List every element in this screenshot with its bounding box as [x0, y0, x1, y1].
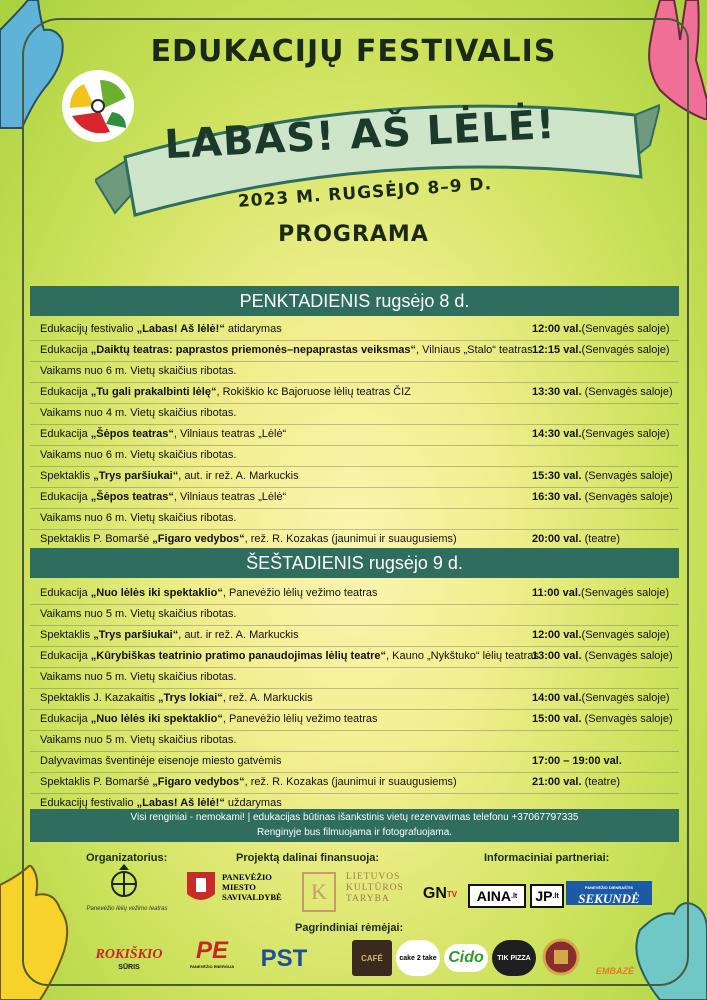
teal-hand-right — [630, 900, 707, 1000]
event-place: (Senvagės saloje) — [580, 587, 669, 599]
rokiskio-text: ROKIŠKIO — [95, 947, 163, 962]
aina-lt-text: .lt — [511, 892, 518, 900]
event-description — [40, 533, 457, 545]
friday-title-bold: PENKTADIENIS — [239, 290, 371, 311]
cafe-logo — [352, 940, 392, 976]
programa-heading: PROGRAMA — [278, 222, 429, 247]
event-description — [40, 692, 313, 704]
event-place: (teatre) — [581, 776, 621, 788]
event-place: (Senvagės saloje) — [581, 470, 673, 482]
cafe-text: CAFÉ — [361, 953, 383, 963]
event-description — [40, 587, 378, 599]
event-time-value: 12:00 val. — [532, 323, 582, 335]
main-sponsors-label: Pagrindiniai rėmėjai: — [295, 922, 404, 934]
friday-title-rest: rugsėjo 8 d. — [375, 290, 470, 311]
event-title: „Kūrybiškas teatrinio pratimo panaudojimas lėlių teatre“ — [90, 650, 387, 662]
cake2take-logo — [396, 940, 440, 976]
event-time — [532, 755, 622, 767]
event-text: Vaikams nuo 5 m. Vietų skaičius ribotas. — [40, 608, 237, 620]
event-time — [532, 629, 670, 641]
pst-logo — [252, 944, 316, 974]
friday-header — [30, 286, 679, 316]
cake-text: cake 2 take — [399, 954, 437, 962]
event-title: „Figaro vedybos“ — [152, 533, 245, 545]
banner-title: LABAS! AŠ LĖLĖ! — [163, 101, 557, 169]
event-text: Edukacija — [40, 344, 91, 356]
event-details: , Panevėžio lėlių vežimo teatras — [222, 713, 378, 725]
event-details: , Panevėžio lėlių vežimo teatras — [222, 587, 378, 599]
event-description — [40, 629, 299, 641]
aina-logo — [468, 884, 526, 908]
event-text: Vaikams nuo 5 m. Vietų skaičius ribotas. — [40, 734, 237, 746]
event-text: Edukacijų festivalio — [40, 323, 137, 335]
schedule-row — [30, 488, 679, 509]
schedule-row — [30, 341, 679, 362]
round-emblem-icon — [542, 938, 580, 976]
event-place: (Senvagės saloje) — [581, 323, 670, 335]
schedule-row — [30, 404, 679, 425]
event-text: Spektaklis P. Bomaršė — [40, 533, 153, 545]
wagon-wheel-icon — [107, 864, 141, 898]
event-details: , aut. ir rež. A. Markuckis — [178, 629, 299, 641]
event-text: Edukacija — [40, 491, 91, 503]
pst-text: PST — [260, 945, 308, 972]
event-text: Edukacijų festivalio — [40, 797, 137, 809]
jp-logo — [530, 884, 564, 908]
schedule-row — [30, 689, 679, 710]
event-text: Spektaklis — [40, 470, 94, 482]
rokiskio-logo — [86, 944, 172, 978]
schedule-row — [30, 509, 679, 530]
event-place: (Senvagės saloje) — [581, 491, 673, 503]
event-time-value: 13:00 val. — [532, 650, 582, 662]
event-time-value: 14:30 val. — [532, 428, 582, 440]
event-time-value: 15:30 val. — [532, 470, 582, 482]
schedule-row — [30, 383, 679, 404]
schedule-row — [30, 362, 679, 383]
event-time — [532, 713, 673, 725]
event-description — [40, 428, 286, 440]
culture-council-name: LIETUVOS KULTŪROS TARYBA — [346, 872, 404, 904]
event-time-value: 17:00 – 19:00 val. — [532, 755, 622, 767]
event-time — [532, 533, 620, 545]
event-time — [532, 323, 670, 335]
event-place: (Senvagės saloje) — [581, 629, 670, 641]
cido-logo — [444, 944, 488, 972]
saturday-header — [30, 548, 679, 578]
friday-schedule — [30, 320, 679, 551]
event-time-value: 14:00 val. — [532, 692, 582, 704]
event-details: , Rokiškio kc Bajoruose lėlių teatras ČIZ — [216, 386, 411, 398]
event-description — [40, 734, 236, 746]
event-time-value: 21:00 val. — [532, 776, 582, 788]
event-time — [532, 692, 670, 704]
event-title: „Tu gali prakalbinti lėlę“ — [90, 386, 217, 398]
event-text: Vaikams nuo 6 m. Vietų skaičius ribotas. — [40, 512, 237, 524]
pe-logo — [182, 937, 242, 976]
event-time-value: 20:00 val. — [532, 533, 582, 545]
event-place: (Senvagės saloje) — [581, 650, 673, 662]
gn-logo — [420, 884, 460, 904]
event-time-value: 13:30 val. — [532, 386, 582, 398]
event-text: Edukacija — [40, 386, 91, 398]
sekunde-tag: PANEVĖŽIO DIENRAŠTIS — [584, 885, 634, 890]
event-title: „Labas! Aš lėlė!“ — [136, 323, 225, 335]
schedule-row — [30, 626, 679, 647]
event-description — [40, 449, 236, 461]
event-description — [40, 755, 282, 767]
event-text: Spektaklis J. Kazakaitis — [40, 692, 158, 704]
event-text: Vaikams nuo 4 m. Vietų skaičius ribotas. — [40, 407, 237, 419]
event-description — [40, 386, 411, 398]
info-label: Informaciniai partneriai: — [484, 852, 610, 864]
organizer-caption: Panevėžio lėlių vežimo teatras — [86, 906, 168, 912]
schedule-row — [30, 773, 679, 794]
schedule-row — [30, 752, 679, 773]
aina-text: AINA — [476, 888, 511, 904]
city-name: PANEVĖŽIO MIESTO SAVIVALDYBĖ — [222, 872, 282, 902]
event-details: , Kauno „Nykštuko“ lėlių teatras — [386, 650, 539, 662]
event-description — [40, 671, 236, 683]
event-text: Spektaklis P. Bomaršė — [40, 776, 153, 788]
event-details: , aut. ir rež. A. Markuckis — [178, 470, 299, 482]
event-time-value: 12:00 val. — [532, 629, 582, 641]
event-details: , Vilniaus „Stalo“ teatras — [416, 344, 533, 356]
city-crest-icon — [187, 872, 215, 906]
cido-text: Cido — [448, 949, 484, 966]
event-description — [40, 776, 457, 788]
funding-label: Projektą dalinai finansuoja: — [236, 852, 380, 864]
event-title: „Nuo lėlės iki spektaklio“ — [90, 713, 223, 725]
event-title: „Nuo lėlės iki spektaklio“ — [90, 587, 223, 599]
gn-text: GN — [422, 885, 447, 902]
event-time-value: 11:00 val. — [532, 587, 581, 599]
saturday-title-rest: rugsėjo 9 d. — [368, 552, 463, 573]
footer-line-2: Renginyje bus filmuojama ir fotografuojama. — [256, 827, 453, 838]
culture-council-k: K — [302, 872, 336, 912]
event-description — [40, 512, 236, 524]
jp-lt-text: .lt — [552, 892, 559, 900]
event-place: (Senvagės saloje) — [581, 344, 670, 356]
sekunde-logo — [566, 881, 652, 905]
event-title: „Labas! Aš lėlė!“ — [136, 797, 225, 809]
organizer-label: Organizatorius: — [86, 852, 168, 864]
event-details: , rež. A. Markuckis — [222, 692, 313, 704]
embaze-logo — [590, 944, 640, 976]
event-details: , rež. R. Kozakas (jaunimui ir suaugusiems) — [244, 776, 457, 788]
event-title: „Šėpos teatras“ — [90, 491, 174, 503]
event-time — [532, 470, 673, 482]
event-text: Edukacija — [40, 713, 91, 725]
footer-line-1: Visi renginiai - nemokami! | edukacijas būtinas išankstinis vietų rezervavimas telefonu +37067797335 — [130, 812, 579, 823]
event-title: „Šėpos teatras“ — [90, 428, 174, 440]
gn-tv-text: TV — [446, 889, 458, 899]
event-description — [40, 407, 236, 419]
event-description — [40, 650, 539, 662]
event-title: „Trys paršiukai“ — [93, 470, 179, 482]
event-details: , rež. R. Kozakas (jaunimui ir suaugusiems) — [244, 533, 457, 545]
event-title: „Figaro vedybos“ — [152, 776, 245, 788]
event-details: uždarymas — [224, 797, 282, 809]
event-time-value: 12:15 val. — [532, 344, 582, 356]
event-place: (Senvagės saloje) — [581, 428, 670, 440]
event-text: Edukacija — [40, 428, 91, 440]
event-time — [532, 386, 673, 398]
event-description — [40, 608, 236, 620]
event-text: Vaikams nuo 6 m. Vietų skaičius ribotas. — [40, 365, 237, 377]
event-place: (teatre) — [581, 533, 621, 545]
pe-text: PE — [195, 937, 228, 964]
event-text: Vaikams nuo 6 m. Vietų skaičius ribotas. — [40, 449, 237, 461]
event-description — [40, 491, 286, 503]
schedule-row — [30, 425, 679, 446]
schedule-row — [30, 668, 679, 689]
schedule-row — [30, 731, 679, 752]
event-time — [532, 587, 669, 599]
event-time — [532, 344, 670, 356]
schedule-row — [30, 584, 679, 605]
schedule-row — [30, 467, 679, 488]
event-details: , Vilniaus teatras „Lėlė“ — [173, 428, 287, 440]
schedule-row — [30, 320, 679, 341]
event-title: „Daiktų teatras: paprastos priemonės–nepaprastas veiksmas“ — [90, 344, 417, 356]
schedule-row — [30, 605, 679, 626]
embaze-text: EMBAZĖ — [596, 966, 634, 976]
event-time-value: 15:00 val. — [532, 713, 582, 725]
event-details: atidarymas — [224, 323, 282, 335]
event-text: Vaikams nuo 5 m. Vietų skaičius ribotas. — [40, 671, 237, 683]
event-time — [532, 491, 673, 503]
rokiskio-sub: SŪRIS — [118, 964, 140, 971]
schedule-row — [30, 647, 679, 668]
event-time — [532, 650, 673, 662]
event-time — [532, 428, 670, 440]
yellow-hand-left — [0, 865, 80, 1000]
pizza-text: TIK PIZZA — [497, 954, 531, 962]
tik-pizza-logo — [492, 940, 536, 976]
event-description — [40, 323, 282, 335]
event-time-value: 16:30 val. — [532, 491, 582, 503]
schedule-row — [30, 710, 679, 731]
event-title: „Trys lokiai“ — [158, 692, 223, 704]
event-time — [532, 776, 620, 788]
event-description — [40, 470, 299, 482]
event-text: Edukacija — [40, 587, 91, 599]
event-details: , Vilniaus teatras „Lėlė“ — [173, 491, 287, 503]
event-description — [40, 344, 533, 356]
event-place: (Senvagės saloje) — [581, 713, 673, 725]
festival-title: EDUKACIJŲ FESTIVALIS — [150, 34, 557, 69]
event-description — [40, 797, 282, 809]
event-title: „Trys paršiukai“ — [93, 629, 179, 641]
event-description — [40, 713, 378, 725]
sekunde-text: SEKUNDĖ — [578, 891, 640, 906]
event-text: Dalyvavimas šventinėje eisenoje miesto gatvėmis — [40, 755, 282, 767]
saturday-title-bold: ŠEŠTADIENIS — [246, 552, 364, 573]
event-description — [40, 365, 236, 377]
jp-text: JP — [535, 888, 553, 904]
event-place: (Senvagės saloje) — [581, 692, 670, 704]
pe-sub: PANEVĖŽIO ENERGIJA — [189, 964, 235, 969]
festival-dates: 2023 M. RUGSĖJO 8–9 D. — [237, 174, 493, 212]
footer-notice — [30, 809, 679, 842]
schedule-row — [30, 446, 679, 467]
event-place: (Senvagės saloje) — [581, 386, 673, 398]
saturday-schedule — [30, 584, 679, 815]
event-text: Spektaklis — [40, 629, 94, 641]
event-text: Edukacija — [40, 650, 91, 662]
